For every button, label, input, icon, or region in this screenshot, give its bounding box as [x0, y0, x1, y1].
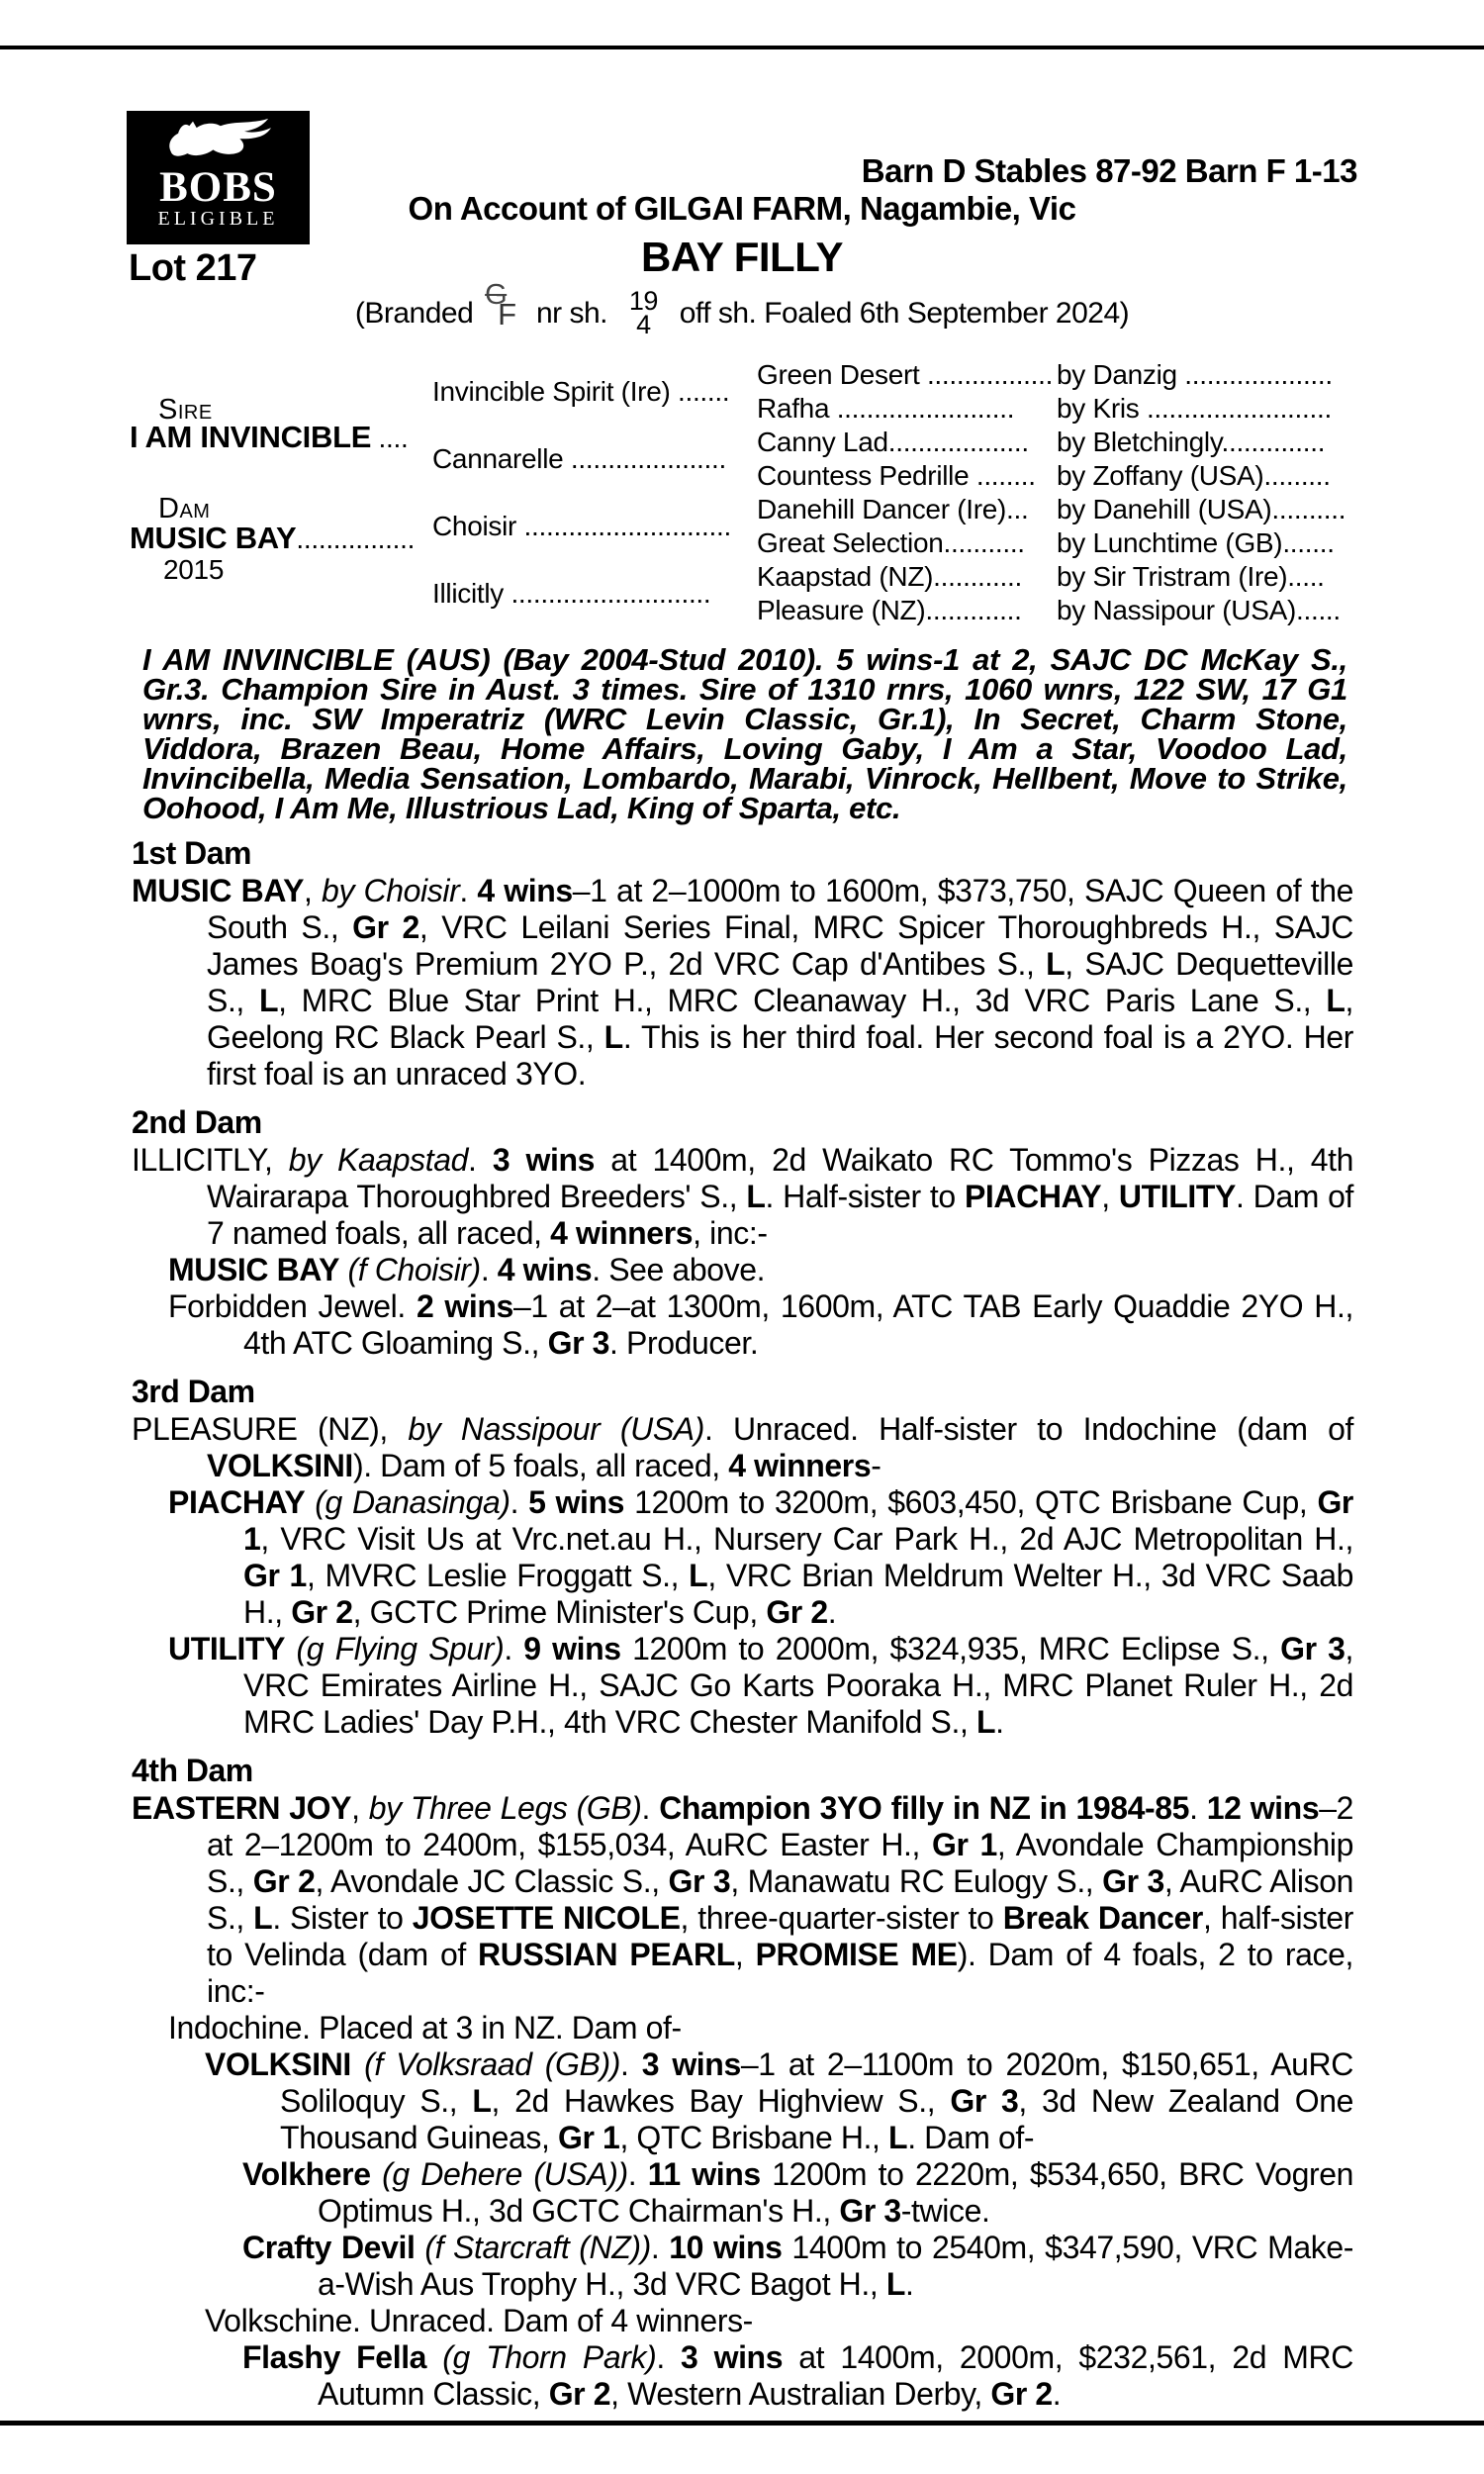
pedigree-paragraph: Indochine. Placed at 3 in NZ. Dam of- [168, 2010, 682, 2046]
pedigree-paragraph: Crafty Devil (f Starcraft (NZ)). 10 wins 1400m to 2540m, $347,590, VRC Make-a-Wish Aus Trophy H., 3d VRC Bagot H., L. [242, 2230, 1354, 2302]
gen4-ancestor: by Sir Tristram (Ire)..... [1057, 561, 1325, 592]
gen3-ancestor: Great Selection........... [757, 527, 1025, 558]
gen3-ancestor: Kaapstad (NZ)............ [757, 561, 1022, 592]
sire-name: I AM INVINCIBLE .... [130, 420, 409, 454]
bottom-rule [0, 2421, 1484, 2426]
pedigree-paragraph: MUSIC BAY, by Choisir. 4 wins–1 at 2–1000m to 1600m, $373,750, SAJC Queen of the South S., Gr 2, VRC Leilani Series Final, MRC Spicer Thoroughbreds H., SAJC James Boag's Premium 2YO P., 2d VRC Cap d'Antibes S., L, SAJC Dequetteville S., L, MRC Blue Star Print H., MRC Cleanaway H., 3d VRC Paris Lane S., L, Geelong RC Black Pearl S., L. This is her third foal. Her second foal is a 2YO. Her first foal is an unraced 3YO. [132, 873, 1353, 1092]
dam-label: Dam [158, 493, 211, 524]
pedigree-paragraph: PLEASURE (NZ), by Nassipour (USA). Unraced. Half-sister to Indochine (dam of VOLKSINI). Dam of 5 foals, all raced, 4 winners- [132, 1411, 1353, 1483]
age-brand-fraction: 19 4 [628, 286, 658, 339]
top-rule [0, 46, 1484, 49]
section-heading: 3rd Dam [132, 1374, 255, 1409]
pedigree-paragraph: MUSIC BAY (f Choisir). 4 wins. See above. [168, 1252, 766, 1287]
gen4-ancestor: by Lunchtime (GB)....... [1057, 527, 1335, 558]
sire-summary-paragraph: I AM INVINCIBLE (AUS) (Bay 2004-Stud 2010). 5 wins-1 at 2, SAJC DC McKay S., Gr.3. Champion Sire in Aust. 3 times. Sire of 1310 rnrs, 1060 wnrs, 122 SW, 17 G1 wnrs, inc. SW Imperatriz (WRC Levin Classic, Gr.1), In Secret, Charm Stone, Viddora, Brazen Beau, Home Affairs, Loving Gaby, I Am a Star, Voodoo Lad, Invincibella, Media Sensation, Lombardo, Marabi, Vinrock, Hellbent, Move to Strike, Oohood, I Am Me, Illustrious Lad, King of Sparta, etc. [142, 642, 1347, 825]
dam-sections [132, 836, 1353, 2413]
branded-suffix: off sh. Foaled 6th September 2024) [679, 296, 1130, 330]
lot-number: Lot 217 [129, 247, 257, 289]
dam-name: MUSIC BAY................ [130, 521, 416, 555]
pedigree-paragraph: Volkschine. Unraced. Dam of 4 winners- [205, 2303, 753, 2338]
gen4-ancestor: by Bletchingly.............. [1057, 427, 1326, 457]
gen4-ancestor: by Kris ......................... [1057, 393, 1332, 424]
gen2-ancestor: Choisir ............................ [432, 511, 731, 541]
gen4-ancestor: by Danehill (USA).......... [1057, 494, 1346, 524]
gilgai-brand-icon: G F [485, 279, 516, 332]
gen4-ancestor: by Nassipour (USA)...... [1057, 595, 1341, 625]
gen4-ancestor: by Zoffany (USA)......... [1057, 460, 1331, 491]
pedigree-paragraph: Flashy Fella (g Thorn Park). 3 wins at 1400m, 2000m, $232,561, 2d MRC Autumn Classic, Gr 2, Western Australian Derby, Gr 2. [242, 2339, 1353, 2412]
gen2-ancestor: Illicitly ........................... [432, 578, 711, 609]
pedigree-paragraph: VOLKSINI (f Volksraad (GB)). 3 wins–1 at 2–1100m to 2020m, $150,651, AuRC Soliloquy S., L, 2d Hawkes Bay Highview S., Gr 3, 3d New Zealand One Thousand Guineas, Gr 1, QTC Brisbane H., L. Dam of- [205, 2046, 1353, 2155]
branded-prefix: (Branded [354, 296, 474, 330]
horse-head-icon [144, 117, 293, 168]
barn-location: Barn D Stables 87-92 Barn F 1-13 [861, 152, 1357, 189]
logo-subtitle: ELIGIBLE [157, 208, 279, 230]
section-heading: 4th Dam [132, 1753, 253, 1788]
section-heading: 1st Dam [132, 835, 251, 871]
vendor-account-line: On Account of GILGAI FARM, Nagambie, Vic [408, 190, 1076, 227]
gen3-ancestor: Pleasure (NZ)............. [757, 595, 1022, 625]
gen4-ancestor: by Danzig .................... [1057, 359, 1333, 390]
branded-near-shoulder: nr sh. [535, 296, 607, 330]
gen3-ancestor: Green Desert ................. [757, 359, 1054, 390]
dam-year: 2015 [163, 554, 225, 585]
section-heading: 2nd Dam [132, 1104, 262, 1140]
logo-word: BOBS [159, 164, 277, 211]
pedigree-paragraph: Forbidden Jewel. 2 wins–1 at 2–at 1300m, 1600m, ATC TAB Early Quaddie 2YO H., 4th ATC Gloaming S., Gr 3. Producer. [168, 1288, 1353, 1361]
pedigree-paragraph: EASTERN JOY, by Three Legs (GB). Champion 3YO filly in NZ in 1984-85. 12 wins–2 at 2–1200m to 2400m, $155,034, AuRC Easter H., Gr 1, Avondale Championship S., Gr 2, Avondale JC Classic S., Gr 3, Manawatu RC Eulogy S., Gr 3, AuRC Alison S., L. Sister to JOSETTE NICOLE, three-quarter-sister to Break Dancer, half-sister to Velinda (dam of RUSSIAN PEARL, PROMISE ME). Dam of 4 foals, 2 to race, inc:- [132, 1790, 1354, 2009]
pedigree-paragraph: UTILITY (g Flying Spur). 9 wins 1200m to 2000m, $324,935, MRC Eclipse S., Gr 3, VRC Emirates Airline H., SAJC Go Karts Pooraka H., MRC Planet Ruler H., 2d MRC Ladies' Day P.H., 4th VRC Chester Manifold S., L. [168, 1631, 1353, 1740]
gen3-ancestor: Countess Pedrille ........ [757, 460, 1036, 491]
gen2-ancestor: Invincible Spirit (Ire) ....... [432, 376, 730, 407]
gen3-ancestor: Canny Lad................... [757, 427, 1029, 457]
sire-label: Sire [158, 394, 213, 426]
gen3-ancestor: Rafha ........................ [757, 393, 1015, 424]
gen2-ancestor: Cannarelle ..................... [432, 443, 726, 474]
branding-line [0, 279, 1484, 340]
pedigree-paragraph: Volkhere (g Dehere (USA)). 11 wins 1200m to 2220m, $534,650, BRC Vogren Optimus H., 3d GCTC Chairman's H., Gr 3-twice. [242, 2156, 1354, 2229]
pedigree-text-body [132, 642, 1354, 2413]
gen3-ancestor: Danehill Dancer (Ire)... [757, 494, 1029, 524]
pedigree-paragraph: PIACHAY (g Danasinga). 5 wins 1200m to 3200m, $603,450, QTC Brisbane Cup, Gr 1, VRC Visit Us at Vrc.net.au H., Nursery Car Park H., 2d AJC Metropolitan H., Gr 1, MVRC Leslie Froggatt S., L, VRC Brian Meldrum Welter H., 3d VRC Saab H., Gr 2, GCTC Prime Minister's Cup, Gr 2. [168, 1484, 1354, 1630]
page-title: BAY FILLY [640, 234, 844, 280]
pedigree-paragraph: ILLICITLY, by Kaapstad. 3 wins at 1400m, 2d Waikato RC Tommo's Pizzas H., 4th Wairarapa Thoroughbred Breeders' S., L. Half-sister to PIACHAY, UTILITY. Dam of 7 named foals, all raced, 4 winners, inc:- [132, 1142, 1354, 1251]
